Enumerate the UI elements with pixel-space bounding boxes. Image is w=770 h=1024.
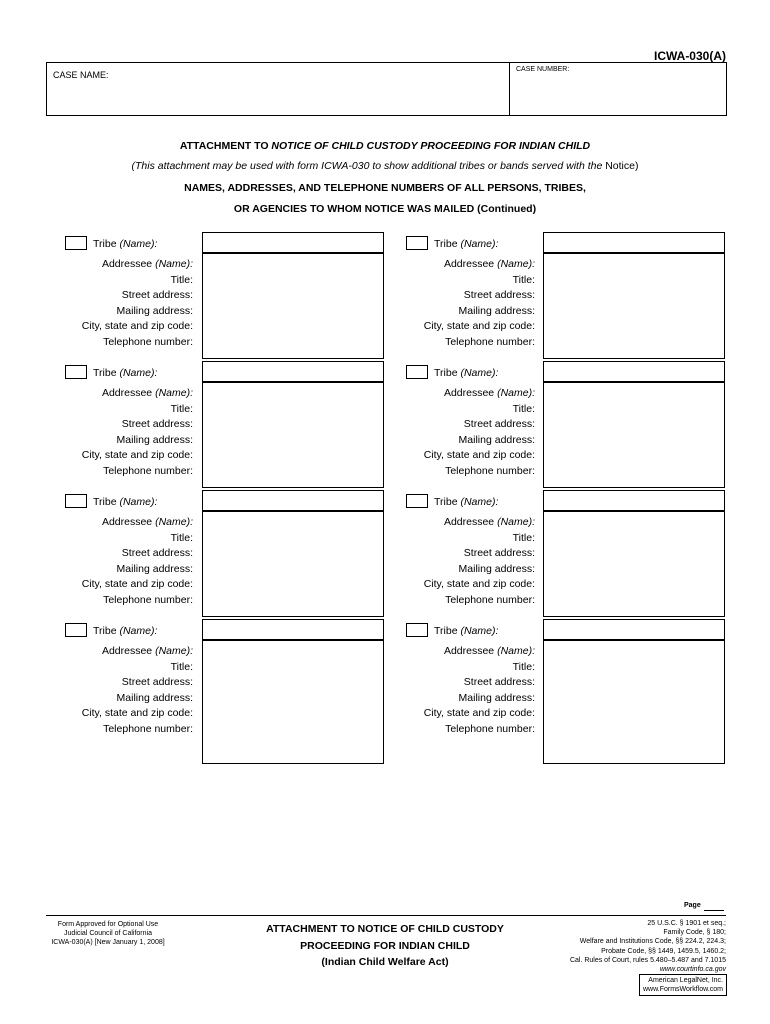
attachment-title-prefix: ATTACHMENT TO xyxy=(179,140,272,152)
name-paren: (Name): xyxy=(497,258,535,270)
addressee-labels-8 xyxy=(335,644,535,737)
addressee-word: Addressee xyxy=(443,645,495,657)
tribe-name-label-8 xyxy=(434,625,498,637)
label-street: Street address: xyxy=(121,418,193,430)
addressee-labels-5 xyxy=(0,515,193,608)
label-mailing: Mailing address: xyxy=(116,304,193,317)
addressee-info-field-4[interactable] xyxy=(543,381,725,488)
form-number: ICWA-030(A) xyxy=(653,49,726,63)
label-title: Title: xyxy=(512,660,535,673)
label-title: Title: xyxy=(512,273,535,286)
section-heading-2: OR AGENCIES TO WHOM NOTICE WAS MAILED (Continued) xyxy=(233,203,537,215)
addressee-word: Addressee xyxy=(443,516,495,528)
label-city: City, state and zip code: xyxy=(81,320,193,332)
attachment-title xyxy=(0,140,770,152)
name-paren: (Name): xyxy=(155,258,193,270)
label-city: City, state and zip code: xyxy=(81,707,193,719)
name-paren: (Name): xyxy=(119,496,158,508)
label-mailing: Mailing address: xyxy=(116,433,193,446)
addressee-word: Addressee xyxy=(101,258,153,270)
tribe-checkbox-8[interactable] xyxy=(406,623,428,637)
label-addressee xyxy=(335,386,535,402)
name-paren: (Name): xyxy=(155,387,193,399)
tribe-name-label-4 xyxy=(434,367,498,379)
label-street: Street address: xyxy=(463,676,535,688)
tribe-word: Tribe xyxy=(93,367,117,379)
footer-left-line: Form Approved for Optional Use xyxy=(57,921,159,928)
tribe-name-label-1 xyxy=(93,238,157,250)
addressee-word: Addressee xyxy=(443,258,495,270)
addressee-labels-7 xyxy=(0,644,193,737)
tribe-checkbox-4[interactable] xyxy=(406,365,428,379)
addressee-labels-1 xyxy=(0,257,193,350)
name-paren: (Name): xyxy=(119,625,158,637)
footer-title-line: ATTACHMENT TO NOTICE OF CHILD CUSTODY xyxy=(266,923,504,935)
addressee-word: Addressee xyxy=(443,387,495,399)
attachment-note xyxy=(0,160,770,172)
tribe-name-field-3[interactable] xyxy=(202,361,384,383)
label-street: Street address: xyxy=(463,418,535,430)
label-mailing: Mailing address: xyxy=(458,433,535,446)
label-addressee xyxy=(335,515,535,531)
label-street: Street address: xyxy=(463,547,535,559)
attachment-note-main: (This attachment may be used with form ICWA-030 to show additional tribes or bands served with the xyxy=(131,160,603,172)
tribe-word: Tribe xyxy=(93,238,117,250)
legalnet-name: American LegalNet, Inc. xyxy=(648,977,723,984)
label-addressee xyxy=(0,386,193,402)
label-mailing: Mailing address: xyxy=(458,562,535,575)
label-addressee xyxy=(335,257,535,273)
legalnet-url[interactable]: www.FormsWorkflow.com xyxy=(643,986,723,993)
name-paren: (Name): xyxy=(119,367,158,379)
name-paren: (Name): xyxy=(460,238,499,250)
label-addressee xyxy=(0,644,193,660)
tribe-word: Tribe xyxy=(93,625,117,637)
footer-citations xyxy=(486,919,726,974)
label-city: City, state and zip code: xyxy=(81,449,193,461)
tribe-name-field-6[interactable] xyxy=(543,490,725,512)
tribe-name-field-5[interactable] xyxy=(202,490,384,512)
label-street: Street address: xyxy=(121,676,193,688)
tribe-checkbox-3[interactable] xyxy=(65,365,87,379)
name-paren: (Name): xyxy=(497,387,535,399)
addressee-labels-4 xyxy=(335,386,535,479)
label-title: Title: xyxy=(170,531,193,544)
label-addressee xyxy=(0,257,193,273)
tribe-name-label-6 xyxy=(434,496,498,508)
addressee-word: Addressee xyxy=(101,387,153,399)
tribe-name-label-5 xyxy=(93,496,157,508)
tribe-name-field-1[interactable] xyxy=(202,232,384,254)
citation-line: Cal. Rules of Court, rules 5.480–5.487 and 7.1015 xyxy=(569,956,726,964)
footer-left-line: Judicial Council of California xyxy=(64,930,152,937)
tribe-name-field-2[interactable] xyxy=(543,232,725,254)
name-paren: (Name): xyxy=(119,238,158,250)
label-mailing: Mailing address: xyxy=(458,304,535,317)
name-paren: (Name): xyxy=(497,516,535,528)
tribe-word: Tribe xyxy=(434,625,458,637)
label-title: Title: xyxy=(170,402,193,415)
addressee-info-field-6[interactable] xyxy=(543,510,725,617)
label-title: Title: xyxy=(170,273,193,286)
footer-title-line: (Indian Child Welfare Act) xyxy=(321,956,449,968)
addressee-labels-3 xyxy=(0,386,193,479)
tribe-checkbox-6[interactable] xyxy=(406,494,428,508)
label-mailing: Mailing address: xyxy=(116,691,193,704)
label-phone: Telephone number: xyxy=(103,464,193,477)
label-phone: Telephone number: xyxy=(445,335,535,348)
footer-left-line: ICWA-030(A) [New January 1, 2008] xyxy=(51,939,165,946)
label-phone: Telephone number: xyxy=(103,722,193,735)
addressee-info-field-8[interactable] xyxy=(543,639,725,764)
footer-left xyxy=(46,920,170,947)
label-phone: Telephone number: xyxy=(103,593,193,606)
page-number-line[interactable] xyxy=(704,910,724,911)
tribe-name-field-4[interactable] xyxy=(543,361,725,383)
label-title: Title: xyxy=(512,531,535,544)
attachment-note-end: Notice) xyxy=(605,160,639,172)
addressee-word: Addressee xyxy=(101,516,153,528)
tribe-name-field-7[interactable] xyxy=(202,619,384,641)
case-name-label: CASE NAME: xyxy=(53,70,109,80)
label-addressee xyxy=(335,644,535,660)
label-city: City, state and zip code: xyxy=(423,707,535,719)
tribe-word: Tribe xyxy=(93,496,117,508)
tribe-checkbox-1[interactable] xyxy=(65,236,87,250)
tribe-word: Tribe xyxy=(434,238,458,250)
tribe-name-label-7 xyxy=(93,625,157,637)
name-paren: (Name): xyxy=(460,367,499,379)
addressee-word: Addressee xyxy=(101,645,153,657)
addressee-labels-6 xyxy=(335,515,535,608)
case-divider xyxy=(509,62,510,116)
addressee-labels-2 xyxy=(335,257,535,350)
tribe-word: Tribe xyxy=(434,367,458,379)
label-phone: Telephone number: xyxy=(445,464,535,477)
name-paren: (Name): xyxy=(155,516,193,528)
case-box xyxy=(46,62,727,116)
addressee-info-field-2[interactable] xyxy=(543,252,725,359)
label-addressee xyxy=(0,515,193,531)
label-city: City, state and zip code: xyxy=(423,320,535,332)
footer-rule xyxy=(46,915,726,916)
tribe-checkbox-2[interactable] xyxy=(406,236,428,250)
tribe-name-field-8[interactable] xyxy=(543,619,725,641)
label-title: Title: xyxy=(512,402,535,415)
page-label: Page xyxy=(684,902,701,909)
label-city: City, state and zip code: xyxy=(423,578,535,590)
citation-line: Probate Code, §§ 1449, 1459.5, 1460.2; xyxy=(601,947,726,955)
attachment-title-italic: NOTICE OF CHILD CUSTODY PROCEEDING FOR INDIAN CHILD xyxy=(271,140,591,152)
label-title: Title: xyxy=(170,660,193,673)
section-heading-1: NAMES, ADDRESSES, AND TELEPHONE NUMBERS OF ALL PERSONS, TRIBES, xyxy=(184,182,586,194)
label-street: Street address: xyxy=(121,289,193,301)
label-phone: Telephone number: xyxy=(445,722,535,735)
label-phone: Telephone number: xyxy=(445,593,535,606)
tribe-name-label-2 xyxy=(434,238,498,250)
case-number-label: CASE NUMBER: xyxy=(516,66,570,73)
label-street: Street address: xyxy=(463,289,535,301)
citation-line: Family Code, § 180; xyxy=(663,929,726,937)
citation-line: 25 U.S.C. § 1901 et seq.; xyxy=(647,920,726,927)
name-paren: (Name): xyxy=(460,496,499,508)
label-mailing: Mailing address: xyxy=(458,691,535,704)
court-website-link[interactable]: www.courtinfo.ca.gov xyxy=(659,966,726,974)
label-street: Street address: xyxy=(121,547,193,559)
label-phone: Telephone number: xyxy=(103,335,193,348)
name-paren: (Name): xyxy=(460,625,499,637)
legalnet-badge xyxy=(639,974,727,996)
citation-line: Welfare and Institutions Code, §§ 224.2, 224.3; xyxy=(579,938,726,946)
tribe-word: Tribe xyxy=(434,496,458,508)
name-paren: (Name): xyxy=(497,645,535,657)
tribe-checkbox-7[interactable] xyxy=(65,623,87,637)
footer-title-line: PROCEEDING FOR INDIAN CHILD xyxy=(300,939,470,952)
name-paren: (Name): xyxy=(155,645,193,657)
label-city: City, state and zip code: xyxy=(81,578,193,590)
tribe-name-label-3 xyxy=(93,367,157,379)
label-mailing: Mailing address: xyxy=(116,562,193,575)
tribe-checkbox-5[interactable] xyxy=(65,494,87,508)
label-city: City, state and zip code: xyxy=(423,449,535,461)
